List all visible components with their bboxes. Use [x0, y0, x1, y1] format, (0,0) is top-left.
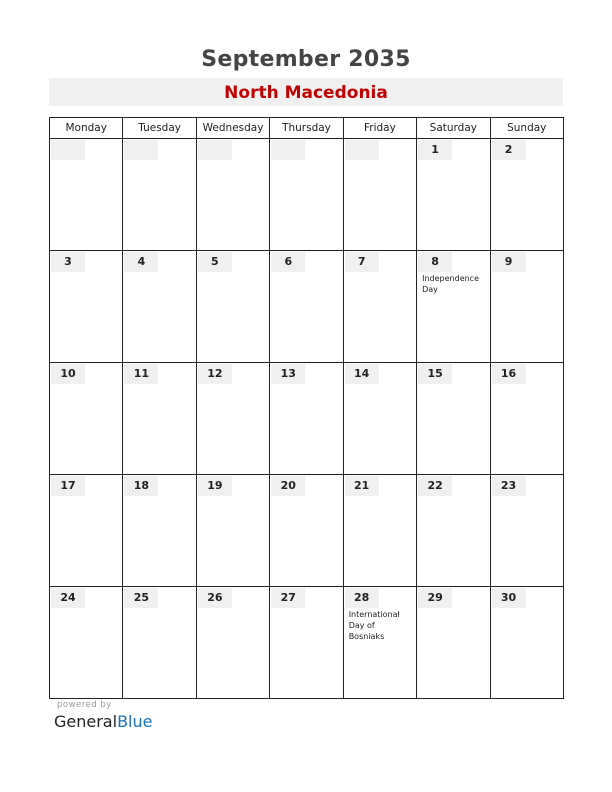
- country-name: North Macedonia: [224, 83, 388, 103]
- day-cell[interactable]: [196, 587, 269, 699]
- week-row: [50, 139, 564, 251]
- day-number: 8: [418, 252, 452, 272]
- day-cell[interactable]: [343, 139, 416, 251]
- weekday-header: Wednesday: [196, 118, 269, 139]
- week-row: [50, 363, 564, 475]
- day-cell[interactable]: [196, 363, 269, 475]
- day-number: [198, 140, 232, 160]
- weekday-header: Tuesday: [123, 118, 196, 139]
- holiday-label: Independence Day: [422, 274, 479, 294]
- day-cell[interactable]: [490, 363, 563, 475]
- day-cell[interactable]: [50, 251, 123, 363]
- week-row: [50, 251, 564, 363]
- day-number: [345, 140, 379, 160]
- day-cell[interactable]: [270, 251, 343, 363]
- day-cell[interactable]: [270, 587, 343, 699]
- day-cell[interactable]: [196, 139, 269, 251]
- day-cell[interactable]: [490, 139, 563, 251]
- weekday-header-row: [50, 118, 564, 139]
- day-number: 6: [271, 252, 305, 272]
- day-cell[interactable]: [196, 475, 269, 587]
- weekday-header: Saturday: [417, 118, 490, 139]
- day-cell[interactable]: [50, 139, 123, 251]
- day-cell[interactable]: [50, 587, 123, 699]
- weekday-header: Thursday: [270, 118, 343, 139]
- day-cell[interactable]: [417, 587, 490, 699]
- day-cell[interactable]: [343, 363, 416, 475]
- day-cell[interactable]: [123, 363, 196, 475]
- brand-blue: Blue: [117, 712, 153, 731]
- day-number: 17: [51, 476, 85, 496]
- day-cell[interactable]: [50, 475, 123, 587]
- day-cell[interactable]: [490, 251, 563, 363]
- holiday-label: International Day of Bosniaks: [348, 610, 400, 641]
- brand-general: General: [54, 712, 118, 731]
- powered-by-label: powered by: [57, 700, 112, 710]
- day-cell[interactable]: [490, 475, 563, 587]
- day-number: [124, 140, 158, 160]
- day-number: 16: [492, 364, 526, 384]
- day-number: 30: [492, 588, 526, 608]
- day-number: 19: [198, 476, 232, 496]
- day-cell[interactable]: [196, 251, 269, 363]
- day-cell[interactable]: [270, 475, 343, 587]
- weekday-header: Sunday: [490, 118, 563, 139]
- brand-logo[interactable]: [54, 712, 152, 731]
- day-number: 7: [345, 252, 379, 272]
- day-number: 27: [271, 588, 305, 608]
- day-number: 10: [51, 364, 85, 384]
- day-cell[interactable]: [343, 587, 416, 699]
- day-cell[interactable]: [123, 251, 196, 363]
- week-row: [50, 475, 564, 587]
- day-number: 2: [492, 140, 526, 160]
- day-number: 13: [271, 364, 305, 384]
- day-cell[interactable]: [123, 475, 196, 587]
- calendar-grid: [49, 117, 564, 699]
- day-number: [51, 140, 85, 160]
- day-number: 15: [418, 364, 452, 384]
- day-cell[interactable]: [417, 475, 490, 587]
- day-number: 23: [492, 476, 526, 496]
- day-number: 4: [124, 252, 158, 272]
- page-title: September 2035: [201, 47, 411, 72]
- day-number: 24: [51, 588, 85, 608]
- day-number: 12: [198, 364, 232, 384]
- weekday-header: Friday: [343, 118, 416, 139]
- weekday-header: Monday: [50, 118, 123, 139]
- day-cell[interactable]: [50, 363, 123, 475]
- week-row: [50, 587, 564, 699]
- day-number: 1: [418, 140, 452, 160]
- day-number: 18: [124, 476, 158, 496]
- country-banner: [49, 78, 563, 106]
- day-number: [271, 140, 305, 160]
- day-cell[interactable]: [417, 139, 490, 251]
- day-cell[interactable]: [417, 251, 490, 363]
- day-cell[interactable]: [490, 587, 563, 699]
- day-number: 21: [345, 476, 379, 496]
- day-number: 11: [124, 364, 158, 384]
- day-cell[interactable]: [417, 363, 490, 475]
- day-number: 14: [345, 364, 379, 384]
- day-number: 5: [198, 252, 232, 272]
- day-cell[interactable]: [123, 587, 196, 699]
- day-number: 20: [271, 476, 305, 496]
- day-number: 9: [492, 252, 526, 272]
- day-cell[interactable]: [343, 475, 416, 587]
- day-number: 3: [51, 252, 85, 272]
- day-number: 25: [124, 588, 158, 608]
- day-number: 22: [418, 476, 452, 496]
- day-cell[interactable]: [270, 139, 343, 251]
- day-cell[interactable]: [123, 139, 196, 251]
- day-cell[interactable]: [343, 251, 416, 363]
- day-cell[interactable]: [270, 363, 343, 475]
- day-number: 26: [198, 588, 232, 608]
- day-number: 29: [418, 588, 452, 608]
- day-number: 28: [345, 588, 379, 608]
